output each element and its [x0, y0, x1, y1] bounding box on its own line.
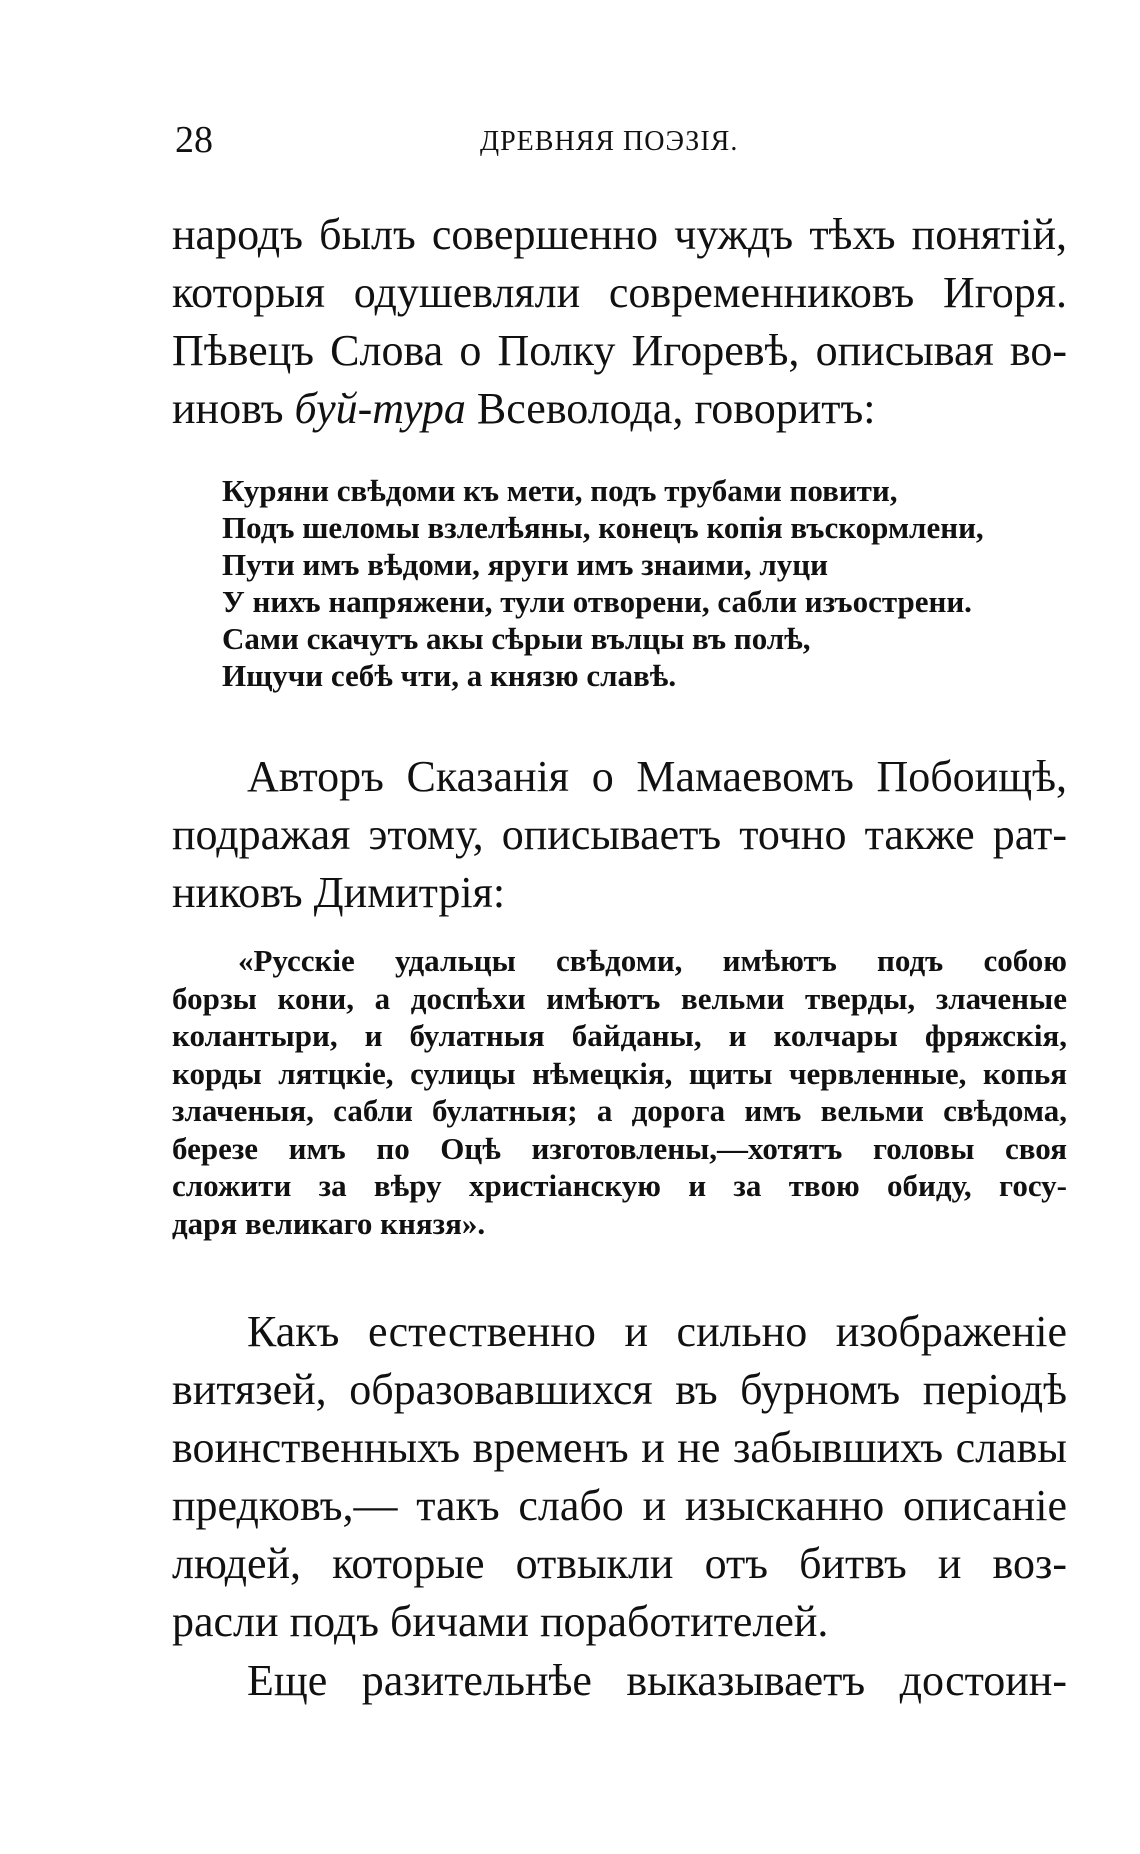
quote-line: борзы кони, а доспѣхи имѣютъ вельми тверды, злаченые: [172, 980, 1067, 1016]
verse-line: Пути имъ вѣдоми, яруги имъ знаими, луци: [222, 547, 829, 582]
verse-line: Сами скачутъ акы сѣрыи вълцы въ полѣ,: [222, 621, 811, 656]
quote-line: корды лятцкіе, сулицы нѣмецкія, щиты червленные, копья: [172, 1055, 1067, 1091]
text-line: Пѣвецъ Слова о Полку Игоревѣ, описывая во-: [172, 326, 1067, 375]
paragraph-4: [172, 1652, 1067, 1710]
running-title: ДРЕВНЯЯ ПОЭЗІЯ.: [480, 126, 739, 157]
verse-quotation: [222, 472, 1082, 694]
text-line: никовъ Димитрія:: [172, 868, 506, 917]
paragraph-3: [172, 1303, 1067, 1651]
quote-line: злаченыя, сабли булатныя; а дорога имъ вельми свѣдома,: [172, 1093, 1067, 1128]
page-header: [175, 118, 995, 168]
quote-line: сложити за вѣру христіанскую и за твою обиду, госу-: [172, 1168, 1067, 1203]
text-line: воинственныхъ временъ и не забывшихъ славы: [172, 1423, 1067, 1472]
prose-quotation: [172, 942, 1067, 1242]
text-line: Какъ естественно и сильно изображеніе: [247, 1307, 1067, 1356]
text-line: расли подъ бичами поработителей.: [172, 1597, 829, 1646]
text-fragment: иновъ: [172, 384, 295, 433]
text-line: предковъ,— такъ слабо и изысканно описаніе: [172, 1481, 1067, 1530]
text-line: витязей, образовавшихся въ бурномъ періодѣ: [172, 1365, 1067, 1414]
paragraph-2: [172, 748, 1067, 922]
quote-line: березе имъ по Оцѣ изготовлены,—хотятъ головы своя: [172, 1130, 1067, 1166]
page-number: 28: [175, 119, 213, 161]
italic-phrase: буй-тура: [294, 384, 466, 433]
quote-line: «Русскіе удальцы свѣдоми, имѣютъ подъ собою: [238, 943, 1067, 978]
quote-line: колантыри, и булатныя байданы, и колчары фряжскія,: [172, 1018, 1067, 1053]
text-line: народъ былъ совершенно чуждъ тѣхъ понятій,: [172, 210, 1067, 259]
text-line: подражая этому, описываетъ точно также рат-: [172, 810, 1067, 859]
verse-line: У нихъ напряжени, тули отворени, сабли изъострени.: [222, 584, 972, 619]
paragraph-1: [172, 206, 1067, 438]
verse-line: Ищучи себѣ чти, а князю славѣ.: [222, 658, 677, 693]
text-fragment: Всеволода, говоритъ:: [465, 384, 876, 433]
text-line: Еще разительнѣе выказываетъ достоин-: [247, 1656, 1067, 1705]
text-line: Авторъ Сказанія о Мамаевомъ Побоищѣ,: [247, 752, 1067, 801]
verse-line: Подъ шеломы взлелѣяны, конецъ копія въскормлени,: [222, 510, 984, 545]
text-line: которыя одушевляли современниковъ Игоря.: [172, 268, 1067, 317]
verse-line: Куряни свѣдоми къ мети, подъ трубами повити,: [222, 473, 898, 508]
text-line: людей, которые отвыкли отъ битвъ и воз-: [172, 1539, 1067, 1588]
quote-line: даря великаго князя».: [172, 1205, 486, 1241]
text-line: [172, 380, 1067, 438]
